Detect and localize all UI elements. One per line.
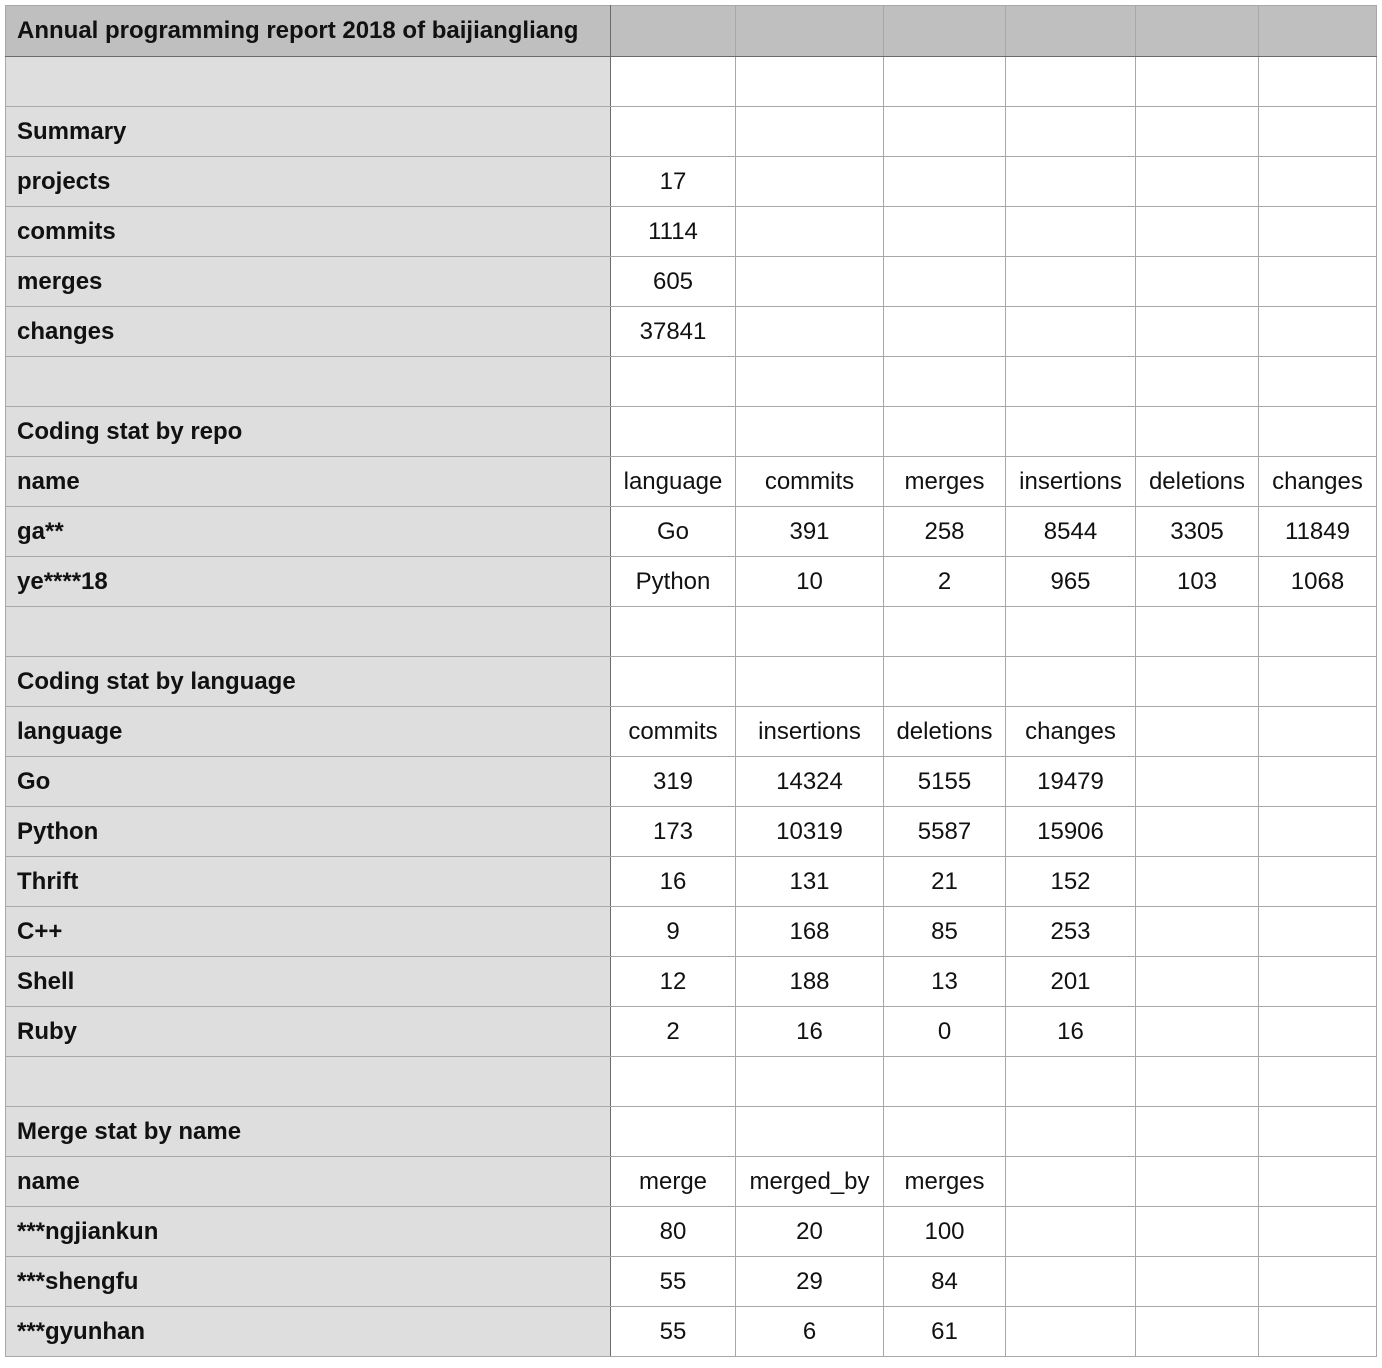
column-header[interactable]: language [6, 707, 611, 757]
cell[interactable] [1136, 1057, 1259, 1107]
cell[interactable] [611, 6, 736, 57]
row-label-cell[interactable]: Go [6, 757, 611, 807]
column-header[interactable]: commits [611, 707, 736, 757]
cell[interactable]: 37841 [611, 307, 736, 357]
cell[interactable]: 253 [1006, 907, 1136, 957]
cell[interactable] [1136, 407, 1259, 457]
cell[interactable] [1259, 157, 1377, 207]
cell[interactable] [1259, 357, 1377, 407]
column-header[interactable]: language [611, 457, 736, 507]
cell[interactable] [1136, 1257, 1259, 1307]
cell[interactable] [1006, 407, 1136, 457]
cell[interactable] [1006, 357, 1136, 407]
cell[interactable]: 605 [611, 257, 736, 307]
cell[interactable]: 29 [736, 1257, 884, 1307]
cell[interactable]: 84 [884, 1257, 1006, 1307]
cell[interactable]: 391 [736, 507, 884, 557]
cell[interactable] [1006, 107, 1136, 157]
cell[interactable] [611, 407, 736, 457]
language-row [6, 957, 1377, 1007]
cell[interactable]: Python [611, 557, 736, 607]
cell[interactable] [884, 407, 1006, 457]
cell[interactable] [884, 1057, 1006, 1107]
cell[interactable] [1136, 1007, 1259, 1057]
title-row [6, 6, 1377, 57]
cell[interactable] [611, 357, 736, 407]
cell[interactable]: 0 [884, 1007, 1006, 1057]
section-heading-row [6, 657, 1377, 707]
cell[interactable] [736, 257, 884, 307]
cell[interactable] [1006, 1207, 1136, 1257]
blank-row [6, 607, 1377, 657]
cell[interactable]: 6 [736, 1307, 884, 1357]
row-label-cell[interactable]: Ruby [6, 1007, 611, 1057]
cell[interactable] [1136, 207, 1259, 257]
row-label-cell[interactable]: merges [6, 257, 611, 307]
cell[interactable] [884, 207, 1006, 257]
section-heading-row [6, 1107, 1377, 1157]
cell[interactable] [1136, 757, 1259, 807]
cell[interactable]: 3305 [1136, 507, 1259, 557]
column-header[interactable]: name [6, 1157, 611, 1207]
summary-row [6, 157, 1377, 207]
cell[interactable] [1136, 107, 1259, 157]
cell[interactable] [884, 107, 1006, 157]
cell[interactable] [884, 1107, 1006, 1157]
repo-row [6, 557, 1377, 607]
row-label-cell[interactable]: commits [6, 207, 611, 257]
cell[interactable]: 21 [884, 857, 1006, 907]
cell[interactable] [736, 407, 884, 457]
cell[interactable]: 8544 [1006, 507, 1136, 557]
cell[interactable] [611, 1107, 736, 1157]
cell[interactable] [884, 157, 1006, 207]
cell[interactable] [1259, 707, 1377, 757]
cell[interactable]: 11849 [1259, 507, 1377, 557]
cell[interactable] [1136, 907, 1259, 957]
cell[interactable] [1136, 257, 1259, 307]
cell[interactable] [884, 6, 1006, 57]
cell[interactable] [1259, 607, 1377, 657]
cell[interactable]: 1114 [611, 207, 736, 257]
language-row [6, 907, 1377, 957]
cell[interactable] [736, 1107, 884, 1157]
cell[interactable] [1136, 1307, 1259, 1357]
summary-row [6, 257, 1377, 307]
cell[interactable] [1259, 1007, 1377, 1057]
cell[interactable] [1136, 6, 1259, 57]
section-heading-row [6, 107, 1377, 157]
cell[interactable]: 319 [611, 757, 736, 807]
cell[interactable]: 5155 [884, 757, 1006, 807]
cell[interactable] [1259, 1157, 1377, 1207]
cell[interactable] [1259, 657, 1377, 707]
cell[interactable] [1136, 707, 1259, 757]
column-header[interactable]: deletions [1136, 457, 1259, 507]
language-row [6, 1007, 1377, 1057]
cell[interactable]: 15906 [1006, 807, 1136, 857]
cell[interactable]: 152 [1006, 857, 1136, 907]
language-row [6, 857, 1377, 907]
cell[interactable]: 2 [884, 557, 1006, 607]
row-label-cell[interactable] [6, 607, 611, 657]
cell[interactable] [1259, 57, 1377, 107]
report-title[interactable]: Annual programming report 2018 of baijiangliang [6, 6, 611, 57]
cell[interactable]: 19479 [1006, 757, 1136, 807]
cell[interactable]: 258 [884, 507, 1006, 557]
column-header[interactable]: commits [736, 457, 884, 507]
column-header-row [6, 707, 1377, 757]
merge-row [6, 1257, 1377, 1307]
column-header[interactable]: insertions [1006, 457, 1136, 507]
blank-row [6, 357, 1377, 407]
cell[interactable] [1006, 257, 1136, 307]
row-label-cell[interactable]: changes [6, 307, 611, 357]
cell[interactable] [1006, 1257, 1136, 1307]
cell[interactable]: 1068 [1259, 557, 1377, 607]
cell[interactable] [1259, 1107, 1377, 1157]
cell[interactable] [736, 307, 884, 357]
section-heading[interactable]: Coding stat by repo [6, 407, 611, 457]
cell[interactable] [736, 207, 884, 257]
cell[interactable]: 10319 [736, 807, 884, 857]
cell[interactable]: 201 [1006, 957, 1136, 1007]
column-header-row [6, 1157, 1377, 1207]
cell[interactable] [884, 307, 1006, 357]
cell[interactable]: 188 [736, 957, 884, 1007]
column-header[interactable]: merge [611, 1157, 736, 1207]
row-label-cell[interactable] [6, 57, 611, 107]
cell[interactable]: Go [611, 507, 736, 557]
cell[interactable]: 10 [736, 557, 884, 607]
cell[interactable] [1259, 257, 1377, 307]
cell[interactable]: 100 [884, 1207, 1006, 1257]
cell[interactable] [1136, 357, 1259, 407]
cell[interactable] [736, 107, 884, 157]
row-label-cell[interactable] [6, 357, 611, 407]
section-heading-row [6, 407, 1377, 457]
cell[interactable] [1259, 207, 1377, 257]
row-label-cell[interactable] [6, 1057, 611, 1107]
row-label-cell[interactable]: ***gyunhan [6, 1307, 611, 1357]
cell[interactable]: 61 [884, 1307, 1006, 1357]
row-label-cell[interactable]: ***ngjiankun [6, 1207, 611, 1257]
column-header-row [6, 457, 1377, 507]
cell[interactable] [1259, 857, 1377, 907]
cell[interactable] [1136, 307, 1259, 357]
cell[interactable] [611, 107, 736, 157]
cell[interactable]: 16 [611, 857, 736, 907]
report-table [5, 5, 1377, 1357]
merge-row [6, 1207, 1377, 1257]
blank-row [6, 1057, 1377, 1107]
cell[interactable] [1259, 757, 1377, 807]
cell[interactable] [884, 607, 1006, 657]
column-header[interactable]: merges [884, 1157, 1006, 1207]
column-header[interactable]: deletions [884, 707, 1006, 757]
cell[interactable] [1006, 657, 1136, 707]
cell[interactable]: 9 [611, 907, 736, 957]
row-label-cell[interactable]: Python [6, 807, 611, 857]
cell[interactable]: 55 [611, 1307, 736, 1357]
cell[interactable] [1006, 57, 1136, 107]
blank-row [6, 57, 1377, 107]
cell[interactable]: 16 [1006, 1007, 1136, 1057]
summary-row [6, 207, 1377, 257]
cell[interactable]: 965 [1006, 557, 1136, 607]
cell[interactable]: 168 [736, 907, 884, 957]
cell[interactable] [1006, 1107, 1136, 1157]
merge-row [6, 1307, 1377, 1357]
cell[interactable] [611, 57, 736, 107]
row-label-cell[interactable]: ga** [6, 507, 611, 557]
row-label-cell[interactable]: ye****18 [6, 557, 611, 607]
section-heading[interactable]: Coding stat by language [6, 657, 611, 707]
row-label-cell[interactable]: Shell [6, 957, 611, 1007]
cell[interactable]: 20 [736, 1207, 884, 1257]
cell[interactable] [1136, 1157, 1259, 1207]
cell[interactable] [1136, 1107, 1259, 1157]
cell[interactable] [1136, 657, 1259, 707]
cell[interactable] [884, 257, 1006, 307]
cell[interactable] [1136, 1207, 1259, 1257]
cell[interactable] [736, 657, 884, 707]
column-header[interactable]: changes [1006, 707, 1136, 757]
cell[interactable]: 16 [736, 1007, 884, 1057]
row-label-cell[interactable]: projects [6, 157, 611, 207]
cell[interactable] [884, 57, 1006, 107]
section-heading[interactable]: Merge stat by name [6, 1107, 611, 1157]
cell[interactable] [1259, 307, 1377, 357]
cell[interactable] [1136, 857, 1259, 907]
cell[interactable] [1259, 957, 1377, 1007]
cell[interactable]: 173 [611, 807, 736, 857]
cell[interactable] [736, 6, 884, 57]
cell[interactable] [1006, 207, 1136, 257]
cell[interactable] [1006, 1157, 1136, 1207]
cell[interactable] [611, 1057, 736, 1107]
cell[interactable] [1136, 807, 1259, 857]
cell[interactable] [1136, 157, 1259, 207]
row-label-cell[interactable]: C++ [6, 907, 611, 957]
cell[interactable] [611, 607, 736, 657]
cell[interactable] [1259, 6, 1377, 57]
cell[interactable] [1006, 6, 1136, 57]
cell[interactable] [1136, 607, 1259, 657]
cell[interactable] [1006, 157, 1136, 207]
cell[interactable] [1259, 1257, 1377, 1307]
cell[interactable] [1259, 907, 1377, 957]
cell[interactable] [736, 57, 884, 107]
column-header[interactable]: name [6, 457, 611, 507]
cell[interactable] [1259, 807, 1377, 857]
summary-row [6, 307, 1377, 357]
column-header[interactable]: changes [1259, 457, 1377, 507]
column-header[interactable]: insertions [736, 707, 884, 757]
cell[interactable]: 2 [611, 1007, 736, 1057]
cell[interactable] [1259, 407, 1377, 457]
cell[interactable] [1006, 1057, 1136, 1107]
cell[interactable] [884, 357, 1006, 407]
cell[interactable] [736, 357, 884, 407]
language-row [6, 807, 1377, 857]
cell[interactable]: 85 [884, 907, 1006, 957]
cell[interactable]: 80 [611, 1207, 736, 1257]
cell[interactable] [736, 1057, 884, 1107]
cell[interactable] [884, 657, 1006, 707]
section-heading[interactable]: Summary [6, 107, 611, 157]
cell[interactable] [611, 657, 736, 707]
cell[interactable] [1259, 107, 1377, 157]
cell[interactable]: 5587 [884, 807, 1006, 857]
cell[interactable] [1136, 57, 1259, 107]
cell[interactable]: 55 [611, 1257, 736, 1307]
cell[interactable]: 12 [611, 957, 736, 1007]
cell[interactable] [1259, 1207, 1377, 1257]
cell[interactable] [1006, 607, 1136, 657]
cell[interactable] [1136, 957, 1259, 1007]
language-row [6, 757, 1377, 807]
cell[interactable] [736, 607, 884, 657]
column-header[interactable]: merges [884, 457, 1006, 507]
row-label-cell[interactable]: Thrift [6, 857, 611, 907]
cell[interactable] [1006, 1307, 1136, 1357]
cell[interactable] [1259, 1057, 1377, 1107]
cell[interactable] [1006, 307, 1136, 357]
repo-row [6, 507, 1377, 557]
cell[interactable]: 131 [736, 857, 884, 907]
cell[interactable] [736, 157, 884, 207]
row-label-cell[interactable]: ***shengfu [6, 1257, 611, 1307]
cell[interactable]: 13 [884, 957, 1006, 1007]
cell[interactable]: 14324 [736, 757, 884, 807]
column-header[interactable]: merged_by [736, 1157, 884, 1207]
cell[interactable]: 17 [611, 157, 736, 207]
cell[interactable]: 103 [1136, 557, 1259, 607]
cell[interactable] [1259, 1307, 1377, 1357]
